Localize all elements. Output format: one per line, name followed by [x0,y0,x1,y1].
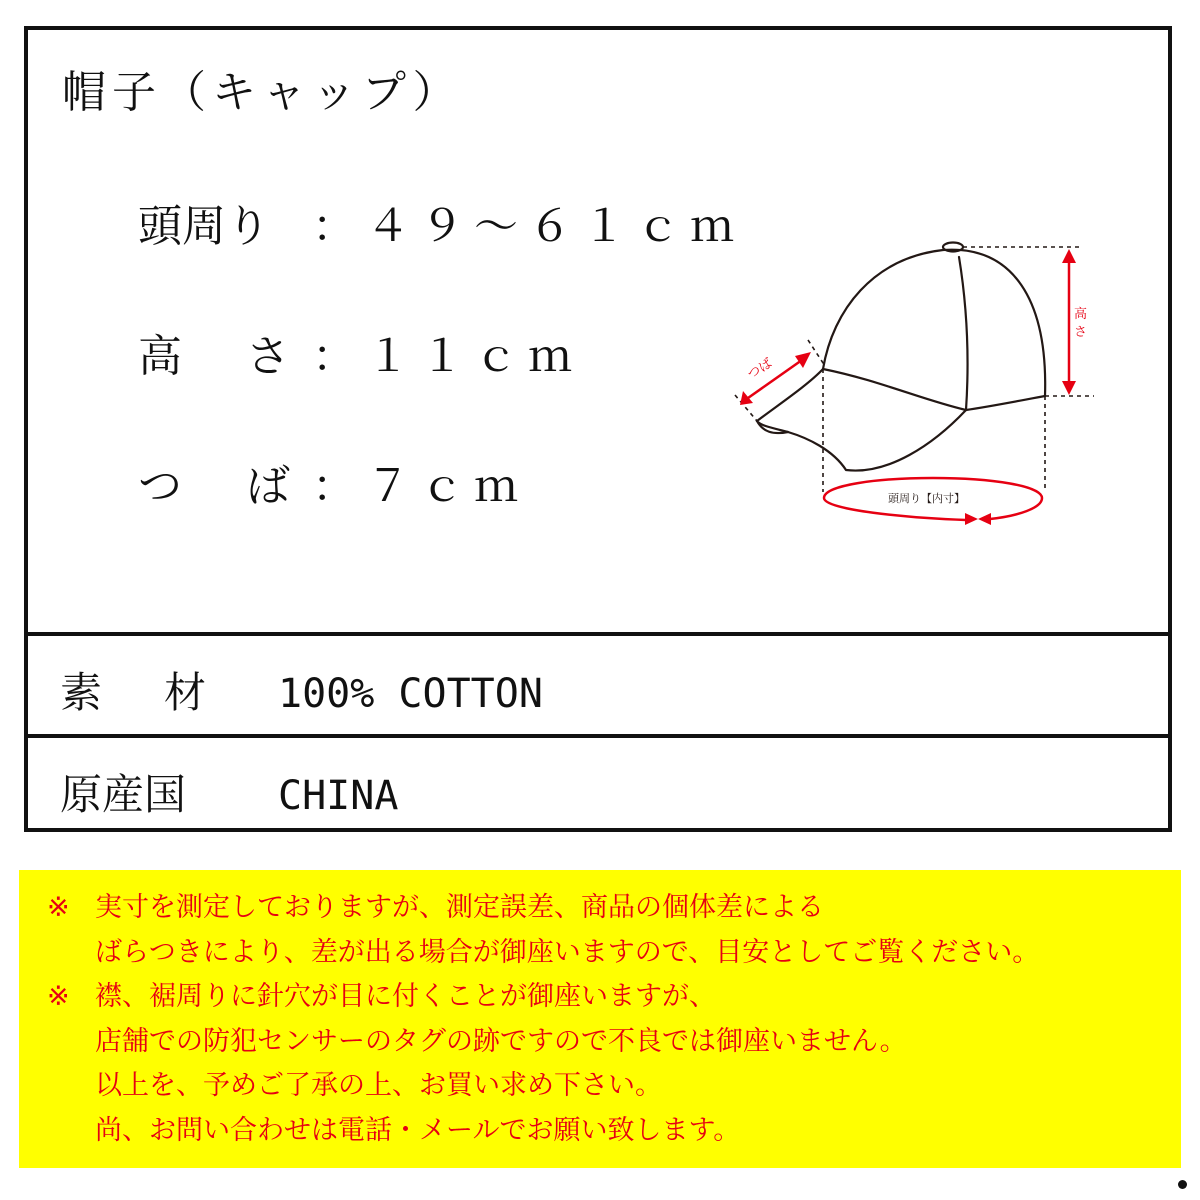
arrow-head-icon [1062,381,1076,395]
notice-line: 以上を、予めご了承の上、お買い求め下さい。 [95,1070,662,1101]
spec-row-height [138,320,582,384]
arrow-head-icon [795,352,811,368]
origin-value: CHINA [278,773,399,819]
spec-row-head-circumference [138,190,744,254]
spec-value: ７ｃｍ [366,461,528,512]
spec-colon: ： [312,461,366,512]
cap-diagram [724,232,1094,532]
notice-mark: ※ [47,981,70,1012]
spec-colon: ： [312,201,366,252]
notice-box [19,870,1181,1168]
spec-value: ４９〜６１ｃｍ [366,201,744,252]
notice-line: 尚、お問い合わせは電話・メールでお願い致します。 [95,1114,741,1146]
notice-line: 店舗での防犯センサーのタグの跡ですので不良では御座いません。 [95,1025,907,1057]
height-label-2: さ [1074,325,1088,340]
spec-label: つ ば [138,461,290,512]
spec-colon: ： [312,331,366,382]
notice-mark: ※ [47,892,70,923]
origin-row [60,762,398,822]
brim-label: つば [745,356,776,383]
spec-label: 頭周り [138,201,270,252]
notice-line: ※ 実寸を測定しておりますが、測定誤差、商品の個体差による [47,886,1181,931]
diagram-labels [745,306,1087,505]
arrow-head-icon [740,391,753,405]
corner-dot [1178,1180,1187,1189]
spec-row-brim [138,450,528,514]
material-label: 素 材 [60,668,207,717]
arrow-head-icon [1062,249,1076,263]
origin-label: 原産国 [60,770,187,819]
notice-line: ※ 襟、裾周りに針穴が目に付くことが御座いますが、 [47,975,1181,1020]
material-value: 100% COTTON [278,671,543,717]
divider [28,734,1168,738]
divider [28,632,1168,636]
height-label-1: 高 [1074,307,1088,322]
spec-value: １１ｃｍ [366,331,582,382]
arrow-head-icon [978,513,991,525]
product-title: 帽子（キャップ） [62,67,463,118]
material-row [60,660,543,720]
circumference-label: 頭周り【内寸】 [888,492,965,505]
arrow-head-icon [965,513,978,525]
spec-label: 高 さ [138,331,290,382]
spec-table [24,26,1172,832]
notice-line: ばらつきにより、差が出る場合が御座いますので、目安としてご覧ください。 [95,936,1040,968]
